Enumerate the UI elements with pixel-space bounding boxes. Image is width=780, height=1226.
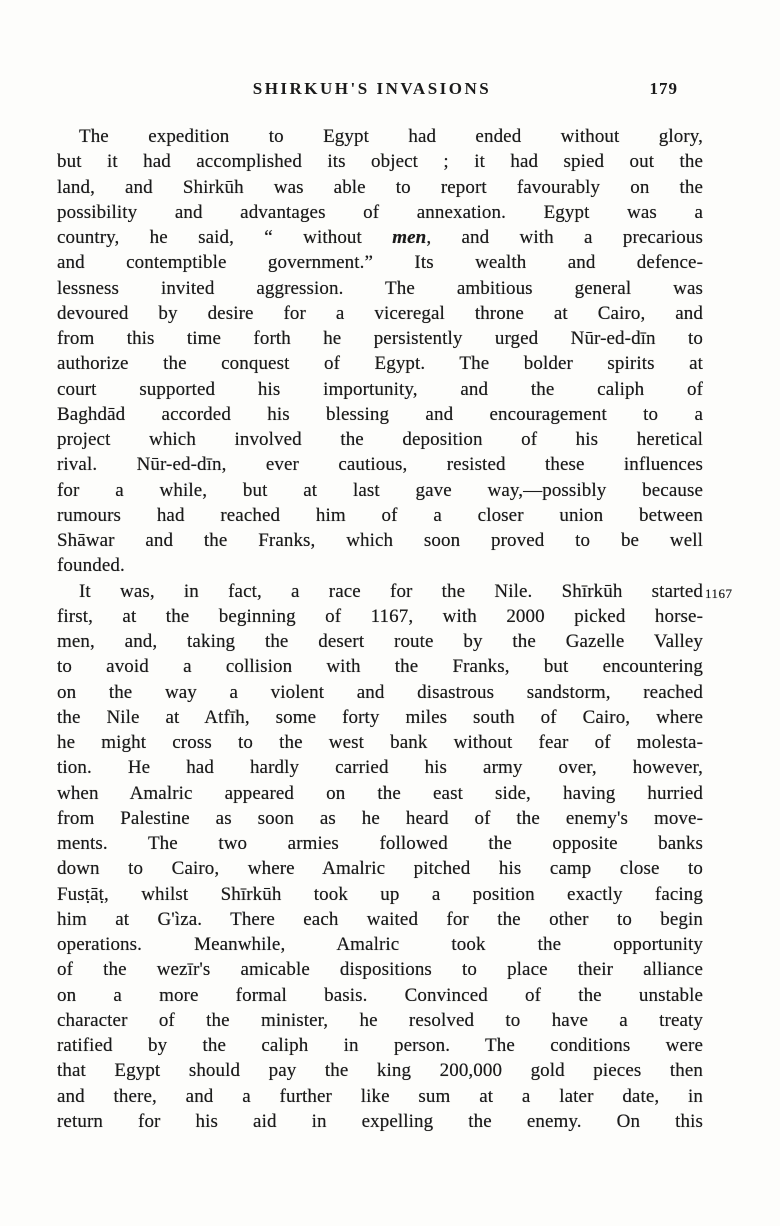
text-line: the Nile at Atfīh, some forty miles south of Cairo, where [57, 706, 703, 728]
text-line [57, 225, 703, 250]
text-segment: country, he said, “ without [57, 227, 393, 248]
paragraph [57, 579, 703, 1135]
text-line: rival. Nūr-ed-dīn, ever cautious, resisted these influences [57, 454, 703, 476]
text-line: The expedition to Egypt had ended without glory, [79, 126, 703, 147]
text-line: when Amalric appeared on the east side, having hurried [57, 782, 703, 804]
text-line: It was, in fact, a race for the Nile. Shīrkūh started [79, 580, 703, 602]
text-line: Baghdād accorded his blessing and encouragement to a [57, 403, 703, 425]
text-line: devoured by desire for a viceregal throne at Cairo, and [57, 302, 703, 324]
text-line: lessness invited aggression. The ambitious general was [57, 277, 703, 299]
text-line: Shāwar and the Franks, which soon proved to be well [57, 530, 703, 551]
text-line: down to Cairo, where Amalric pitched his camp close to [57, 858, 703, 880]
margin-note-year: 1167 [705, 586, 733, 601]
text-line: rumours had reached him of a closer union between [57, 504, 703, 526]
paragraph [57, 124, 703, 579]
text-line: men, and, taking the desert route by the Gazelle Valley [57, 631, 703, 652]
text-line: ratified by the caliph in person. The conditions were [57, 1035, 703, 1056]
text-line: and there, and a further like sum at a later date, in [57, 1085, 703, 1107]
text-line: character of the minister, he resolved to have a treaty [57, 1009, 703, 1031]
text-line: that Egypt should pay the king 200,000 gold pieces then [57, 1060, 703, 1082]
running-head [57, 79, 703, 101]
page-number: 179 [649, 79, 678, 98]
text-block [57, 124, 703, 1134]
page-title: SHIRKUH'S INVASIONS [252, 79, 492, 98]
text-line: land, and Shirkūh was able to report favourably on the [57, 176, 703, 198]
text-line: on the way a violent and disastrous sandstorm, reached [57, 681, 703, 703]
text-line: Fusṭāṭ, whilst Shīrkūh took up a position exactly facing [57, 883, 703, 905]
text-line: from Palestine as soon as he heard of the enemy's move- [57, 807, 703, 829]
text-line: ments. The two armies followed the opposite banks [57, 833, 703, 854]
text-line: to avoid a collision with the Franks, but encountering [57, 656, 703, 678]
text-line: first, at the beginning of 1167, with 2000 picked horse- [57, 605, 703, 627]
text-line: authorize the conquest of Egypt. The bolder spirits at [57, 353, 703, 375]
text-line: operations. Meanwhile, Amalric took the opportunity [57, 934, 703, 955]
text-line: return for his aid in expelling the enemy. On this [57, 1110, 703, 1132]
text-line: and contemptible government.” Its wealth and defence- [57, 252, 703, 274]
text-line: he might cross to the west bank without fear of molesta- [57, 732, 703, 753]
text-line: court supported his importunity, and the caliph of [57, 378, 703, 400]
text-line: possibility and advantages of annexation. Egypt was a [57, 201, 703, 223]
text-line: tion. He had hardly carried his army over, however, [57, 757, 703, 779]
emphasized-word: men [392, 227, 427, 248]
text-line: from this time forth he persistently urged Nūr-ed-dīn to [57, 328, 703, 349]
text-segment: , and with a precarious [426, 227, 703, 248]
text-line: on a more formal basis. Convinced of the unstable [57, 984, 703, 1006]
text-line: founded. [57, 555, 125, 577]
text-line: but it had accomplished its object ; it had spied out the [57, 151, 703, 173]
text-line: him at G'ìza. There each waited for the other to begin [57, 908, 703, 930]
text-line: project which involved the deposition of his heretical [57, 429, 703, 450]
text-line: of the wezīr's amicable dispositions to place their alliance [57, 959, 703, 981]
text-line: for a while, but at last gave way,—possibly because [57, 479, 703, 501]
